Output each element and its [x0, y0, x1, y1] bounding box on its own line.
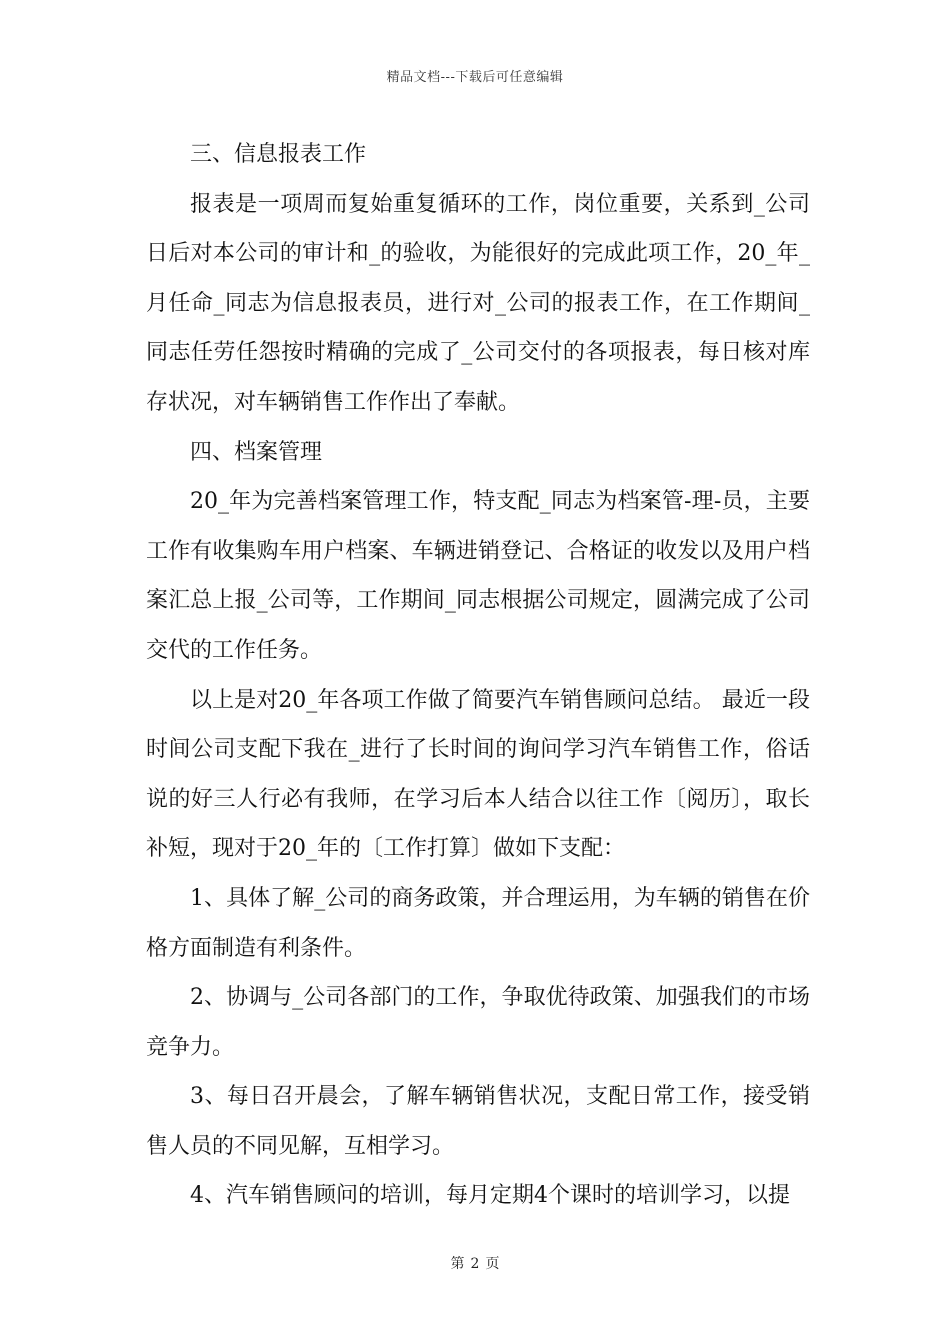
paragraph-summary: 以上是对20_年各项工作做了简要汽车销售顾问总结。 最近一段时间公司支配下我在_进行了长时间的询问学习汽车销售工作，俗话说的好三人行必有我师，在学习后本人结合以往工作〔阅历〕，取长补短，现对于20_年的〔工作打算〕做如下支配： — [146, 687, 810, 862]
page-header: 精品文档---下载后可任意编辑 — [386, 70, 564, 85]
paragraph-info-reports: 报表是一项周而复始重复循环的工作，岗位重要，关系到_公司日后对本公司的审计和_的验收，为能很好的完成此项工作，20_年_月任命_同志为信息报表员，进行对_公司的报表工作，在工作期间_同志任劳任怨按时精确的完成了_公司交付的各项报表，每日核对库存状况，对车辆销售工作作出了奉献。 — [146, 191, 810, 415]
plan-item-1: 1、具体了解_公司的商务政策，并合理运用，为车辆的销售在价格方面制造有利条件。 — [146, 885, 810, 961]
section-heading-info-reports: 三、信息报表工作 — [190, 142, 367, 167]
plan-item-3: 3、每日召开晨会，了解车辆销售状况，支配日常工作，接受销售人员的不同见解，互相学习。 — [146, 1084, 810, 1159]
page-footer — [0, 1253, 950, 1273]
page-suffix: 页 — [485, 1256, 500, 1272]
section-heading-archives: 四、档案管理 — [190, 439, 323, 465]
paragraph-archives: 20_年为完善档案管理工作，特支配_同志为档案管-理-员，主要工作有收集购车用户档案、车辆进销登记、合格证的收发以及用户档案汇总上报_公司等，工作期间_同志根据公司规定，圆满完成了公司交代的工作任务。 — [146, 489, 810, 663]
plan-item-4: 4、汽车销售顾问的培训，每月定期4个课时的培训学习，以提 — [190, 1183, 790, 1209]
document-body — [146, 130, 810, 1221]
plan-item-2: 2、协调与_公司各部门的工作，争取优待政策、加强我们的市场竞争力。 — [146, 985, 810, 1060]
page-prefix: 第 — [450, 1256, 465, 1272]
page-number: 2 — [470, 1256, 480, 1272]
